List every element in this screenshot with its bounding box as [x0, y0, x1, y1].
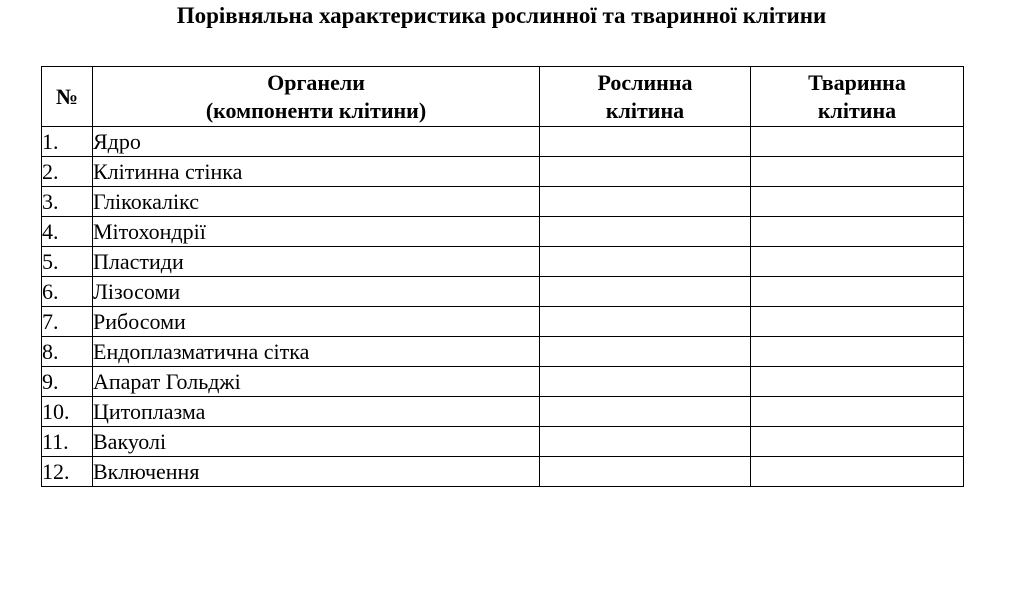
- animal-cell-value[interactable]: [751, 127, 964, 157]
- header-animal-line2: клітина: [817, 97, 897, 123]
- row-number: 3.: [42, 187, 93, 217]
- organelle-name: Ендоплазматична сітка: [93, 337, 540, 367]
- table-row: [42, 397, 964, 427]
- organelle-name: Рибосоми: [93, 307, 540, 337]
- table-row: [42, 247, 964, 277]
- header-organelles-line2: (компоненти клітини): [205, 97, 427, 123]
- row-number: 10.: [42, 397, 93, 427]
- row-number: 12.: [42, 457, 93, 487]
- organelle-name: Апарат Гольджі: [93, 367, 540, 397]
- header-organelles: [93, 67, 540, 127]
- animal-cell-value[interactable]: [751, 397, 964, 427]
- table-row: [42, 427, 964, 457]
- header-plant-cell: [540, 67, 751, 127]
- table-row: [42, 157, 964, 187]
- plant-cell-value[interactable]: [540, 187, 751, 217]
- organelle-name: Ядро: [93, 127, 540, 157]
- row-number: 6.: [42, 277, 93, 307]
- organelle-name: Мітохондрії: [93, 217, 540, 247]
- header-plant-line1: Рослинна: [597, 69, 693, 95]
- table-row: [42, 277, 964, 307]
- header-number-label: №: [55, 83, 79, 109]
- header-animal-line1: Тваринна: [808, 69, 906, 95]
- organelle-name: Цитоплазма: [93, 397, 540, 427]
- header-plant-line2: клітина: [605, 97, 685, 123]
- organelle-name: Клітинна стінка: [93, 157, 540, 187]
- animal-cell-value[interactable]: [751, 457, 964, 487]
- document-title: Порівняльна характеристика рослинної та тваринної клітини: [176, 3, 827, 28]
- plant-cell-value[interactable]: [540, 397, 751, 427]
- animal-cell-value[interactable]: [751, 367, 964, 397]
- table-row: [42, 217, 964, 247]
- row-number: 7.: [42, 307, 93, 337]
- row-number: 1.: [42, 127, 93, 157]
- plant-cell-value[interactable]: [540, 307, 751, 337]
- organelle-name: Лізосоми: [93, 277, 540, 307]
- organelle-name: Вакуолі: [93, 427, 540, 457]
- row-number: 9.: [42, 367, 93, 397]
- plant-cell-value[interactable]: [540, 127, 751, 157]
- table-row: [42, 187, 964, 217]
- row-number: 2.: [42, 157, 93, 187]
- animal-cell-value[interactable]: [751, 187, 964, 217]
- row-number: 8.: [42, 337, 93, 367]
- plant-cell-value[interactable]: [540, 427, 751, 457]
- animal-cell-value[interactable]: [751, 337, 964, 367]
- plant-cell-value[interactable]: [540, 457, 751, 487]
- table-row: [42, 367, 964, 397]
- animal-cell-value[interactable]: [751, 427, 964, 457]
- plant-cell-value[interactable]: [540, 277, 751, 307]
- plant-cell-value[interactable]: [540, 157, 751, 187]
- organelle-name: Глікокалікс: [93, 187, 540, 217]
- header-number: [42, 67, 93, 127]
- row-number: 4.: [42, 217, 93, 247]
- animal-cell-value[interactable]: [751, 247, 964, 277]
- header-organelles-line1: Органели: [267, 69, 365, 95]
- animal-cell-value[interactable]: [751, 277, 964, 307]
- table-row: [42, 307, 964, 337]
- plant-cell-value[interactable]: [540, 217, 751, 247]
- table-row: [42, 337, 964, 367]
- animal-cell-value[interactable]: [751, 217, 964, 247]
- header-animal-cell: [751, 67, 964, 127]
- table-row: [42, 457, 964, 487]
- header-row: [42, 67, 964, 127]
- row-number: 11.: [42, 427, 93, 457]
- animal-cell-value[interactable]: [751, 157, 964, 187]
- table-row: [42, 127, 964, 157]
- row-number: 5.: [42, 247, 93, 277]
- organelle-name: Пластиди: [93, 247, 540, 277]
- animal-cell-value[interactable]: [751, 307, 964, 337]
- organelle-name: Включення: [93, 457, 540, 487]
- comparison-table: [41, 66, 964, 487]
- plant-cell-value[interactable]: [540, 367, 751, 397]
- plant-cell-value[interactable]: [540, 337, 751, 367]
- plant-cell-value[interactable]: [540, 247, 751, 277]
